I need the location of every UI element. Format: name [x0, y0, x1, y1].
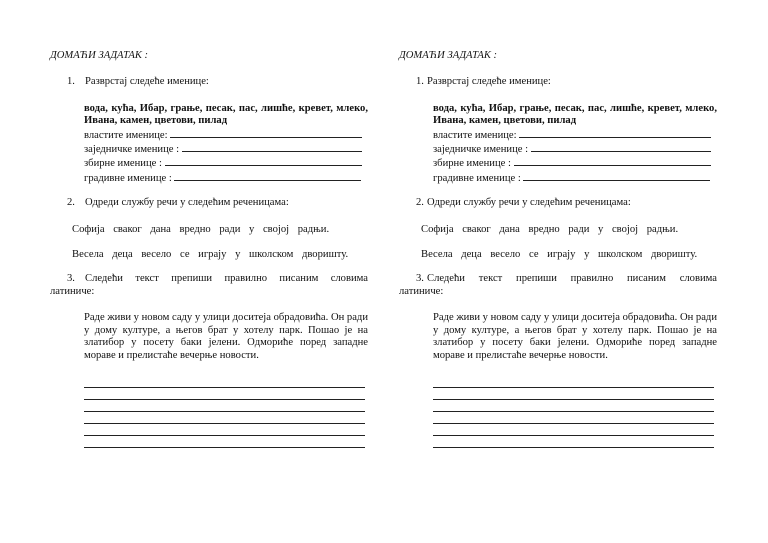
- blank-row-collective: [433, 156, 717, 170]
- task-number: 1.: [416, 76, 424, 88]
- task-3-heading: [50, 273, 368, 285]
- writing-lines: [84, 376, 368, 448]
- task-instruction: Следећи текст препиши правилно писаним словима: [85, 273, 368, 285]
- blank-row-common: [433, 142, 717, 156]
- blank-label: властите именице:: [84, 129, 168, 141]
- task-1: [50, 76, 368, 185]
- task-instruction: Одреди службу речи у следећим реченицама:: [85, 197, 289, 209]
- writing-lines: [433, 376, 717, 448]
- task-2-heading: [50, 197, 368, 209]
- sentence-2: Весела деца весело се играју у школском дворишту.: [421, 249, 698, 261]
- task-3: [50, 273, 368, 447]
- blank-label: збирне именице :: [84, 158, 162, 170]
- task-instruction: Одреди службу речи у следећим реченицама:: [427, 197, 631, 209]
- blank-label: градивне именице :: [84, 172, 172, 184]
- blank-label: збирне именице :: [433, 158, 511, 170]
- worksheet-title: ДОМАЋИ ЗАДАТАК :: [50, 50, 149, 61]
- task-number: 3.: [67, 273, 75, 285]
- blank-label: заједничке именице :: [84, 144, 180, 156]
- writing-line[interactable]: [84, 436, 365, 448]
- task-instruction-cont: латиниче:: [399, 285, 444, 297]
- answer-line[interactable]: [514, 156, 711, 166]
- writing-line[interactable]: [84, 412, 365, 424]
- writing-line[interactable]: [433, 412, 714, 424]
- writing-line[interactable]: [433, 400, 714, 412]
- copy-passage: Раде живи у новом саду у улици доситеја обрадовића. Он ради у дому културе, а његов брат у хотелу парк. Пошао је на златибор у посету баки јелени. Одмориће поред западне мораве и прелистаће вечерње новости.: [433, 312, 717, 361]
- blank-row-proper: [433, 128, 717, 142]
- worksheet-right: [399, 50, 717, 448]
- task-number: 2.: [67, 197, 75, 209]
- task-instruction: Следећи текст препиши правилно писаним словима: [427, 273, 717, 285]
- task-3-heading: [399, 273, 717, 285]
- noun-list: вода, кућа, Ибар, грање, песак, пас, лишће, кревет, млеко, Ивана, камен, цветови, пилад: [433, 102, 717, 127]
- blank-row-material: [433, 171, 717, 185]
- answer-line[interactable]: [174, 171, 361, 181]
- task-instruction: Разврстај следеће именице:: [427, 76, 551, 88]
- task-instruction-cont: латиниче:: [50, 285, 95, 297]
- answer-line[interactable]: [531, 142, 711, 152]
- task-2: [399, 197, 717, 261]
- blank-row-common: [84, 142, 368, 156]
- copy-passage: Раде живи у новом саду у улици доситеја обрадовића. Он ради у дому културе, а његов брат у хотелу парк. Пошао је на златибор у посету баки јелени. Одмориће поред западне мораве и прелистаће вечерње новости.: [84, 312, 368, 361]
- task-instruction: Разврстај следеће именице:: [85, 76, 209, 88]
- writing-line[interactable]: [84, 400, 365, 412]
- writing-line[interactable]: [433, 436, 714, 448]
- writing-line[interactable]: [433, 424, 714, 436]
- sentence-1: Софија сваког дана вредно ради у својој радњи.: [72, 223, 330, 235]
- task-1: [399, 76, 717, 185]
- task-1-heading: [399, 76, 717, 88]
- blank-label: заједничке именице :: [433, 144, 529, 156]
- worksheet-title: ДОМАЋИ ЗАДАТАК :: [399, 50, 498, 61]
- task-number: 3.: [416, 273, 424, 285]
- task-2-heading: [399, 197, 717, 209]
- worksheet-left: [50, 50, 368, 448]
- writing-line[interactable]: [433, 376, 714, 388]
- task-2: [50, 197, 368, 261]
- answer-line[interactable]: [165, 156, 362, 166]
- answer-line[interactable]: [182, 142, 362, 152]
- task-number: 2.: [416, 197, 424, 209]
- blank-label: властите именице:: [433, 129, 517, 141]
- answer-line[interactable]: [523, 171, 710, 181]
- answer-line[interactable]: [170, 128, 362, 138]
- task-3: [399, 273, 717, 447]
- task-1-heading: [50, 76, 368, 88]
- answer-line[interactable]: [519, 128, 711, 138]
- blank-row-collective: [84, 156, 368, 170]
- sentence-2: Весела деца весело се играју у школском дворишту.: [72, 249, 349, 261]
- writing-line[interactable]: [84, 424, 365, 436]
- writing-line[interactable]: [84, 376, 365, 388]
- blank-label: градивне именице :: [433, 172, 521, 184]
- task-number: 1.: [67, 76, 75, 88]
- writing-line[interactable]: [84, 388, 365, 400]
- sentence-1: Софија сваког дана вредно ради у својој радњи.: [421, 223, 679, 235]
- noun-list: вода, кућа, Ибар, грање, песак, пас, лишће, кревет, млеко, Ивана, камен, цветови, пилад: [84, 102, 368, 127]
- blank-row-proper: [84, 128, 368, 142]
- writing-line[interactable]: [433, 388, 714, 400]
- blank-row-material: [84, 171, 368, 185]
